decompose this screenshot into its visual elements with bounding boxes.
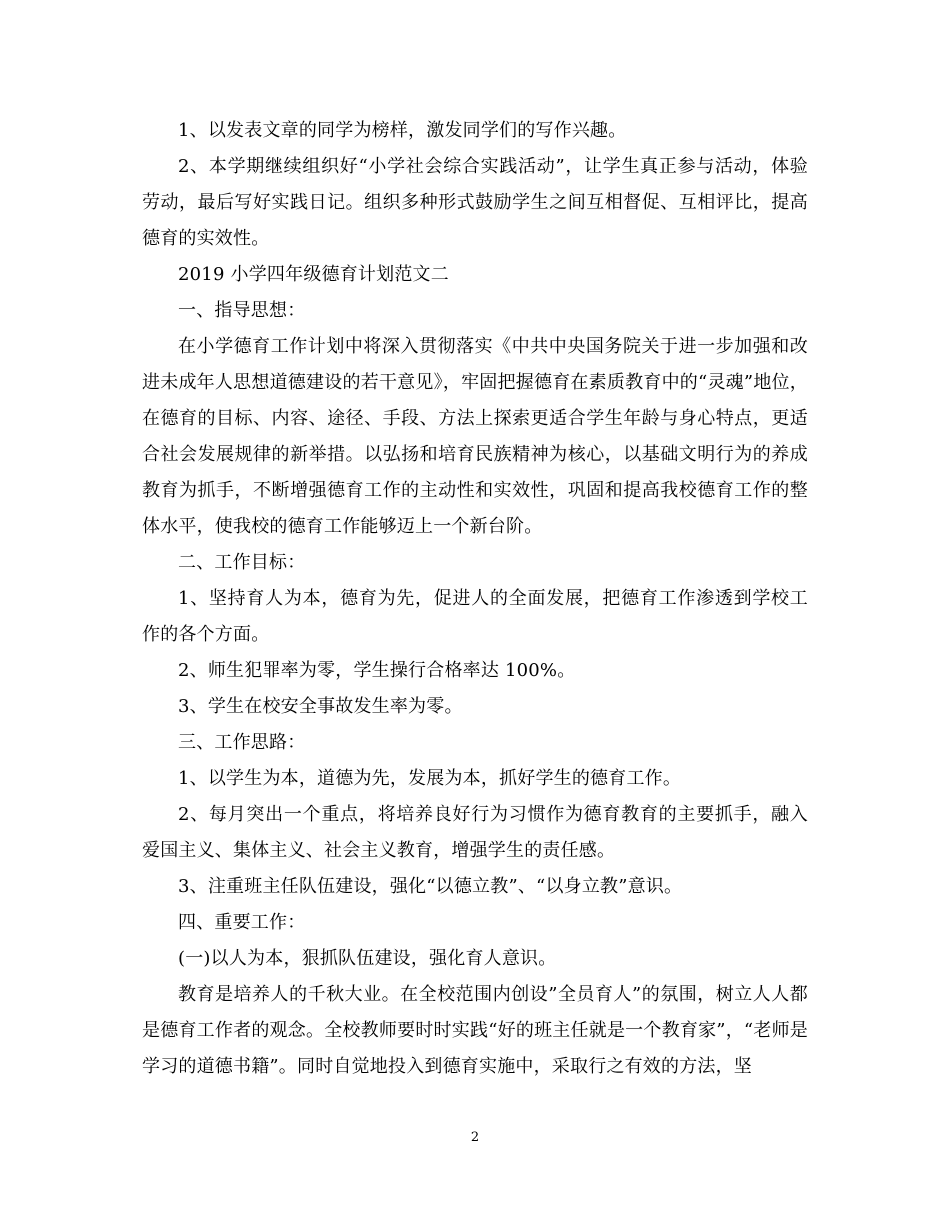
goal-item-3: 3、学生在校安全事故发生率为零。	[178, 696, 463, 717]
section-title: 2019 小学四年级德育计划范文二	[178, 264, 449, 285]
approach-item-2: 2、每月突出一个重点，将培养良好行为习惯作为德育教育的主要抓手，融入爱国主义、集体主义、社会主义教育，增强学生的责任感。	[142, 804, 808, 861]
paragraph-guiding-thought: 在小学德育工作计划中将深入贯彻落实《中共中央国务院关于进一步加强和改进未成年人思想道德建设的若干意见》，牢固把握德育在素质教育中的“灵魂”地位，在德育的目标、内容、途径、手段、方法上探索更适合学生年龄与身心特点，更适合社会发展规律的新举措。以弘扬和培育民族精神为核心，以基础文明行为的养成教育为抓手，不断增强德育工作的主动性和实效性，巩固和提高我校德育工作的整体水平，使我校的德育工作能够迈上一个新台阶。	[142, 336, 808, 537]
heading-guiding-thought: 一、指导思想：	[178, 300, 306, 321]
paragraph-2: 2、本学期继续组织好“小学社会综合实践活动”，让学生真正参与活动，体验劳动，最后写好实践日记。组织多种形式鼓励学生之间互相督促、互相评比，提高德育的实效性。	[142, 156, 808, 249]
goal-item-1: 1、坚持育人为本，德育为先，促进人的全面发展，把德育工作渗透到学校工作的各个方面。	[142, 588, 808, 645]
approach-item-1: 1、以学生为本，道德为先，发展为本，抓好学生的德育工作。	[178, 768, 682, 789]
approach-item-3: 3、注重班主任队伍建设，强化“以德立教”、“以身立教”意识。	[178, 876, 683, 897]
document-body	[142, 113, 808, 1085]
goal-item-2: 2、师生犯罪率为零，学生操行合格率达 100%。	[178, 660, 576, 681]
heading-work-goals: 二、工作目标：	[178, 552, 306, 573]
paragraph-education: 教育是培养人的千秋大业。在全校范围内创设”全员育人”的氛围，树立人人都是德育工作者的观念。全校教师要时时实践“好的班主任就是一个教育家”，“老师是学习的道德书籍”。同时自觉地投入到德育实施中，采取行之有效的方法，坚	[142, 984, 808, 1077]
heading-main-work: 四、重要工作：	[178, 912, 306, 933]
heading-work-approach: 三、工作思路：	[178, 732, 306, 753]
paragraph-1: 1、以发表文章的同学为榜样，激发同学们的写作兴趣。	[178, 120, 627, 141]
subheading-team-building: (一)以人为本，狠抓队伍建设，强化育人意识。	[178, 948, 557, 969]
page-number: 2	[470, 1130, 480, 1145]
